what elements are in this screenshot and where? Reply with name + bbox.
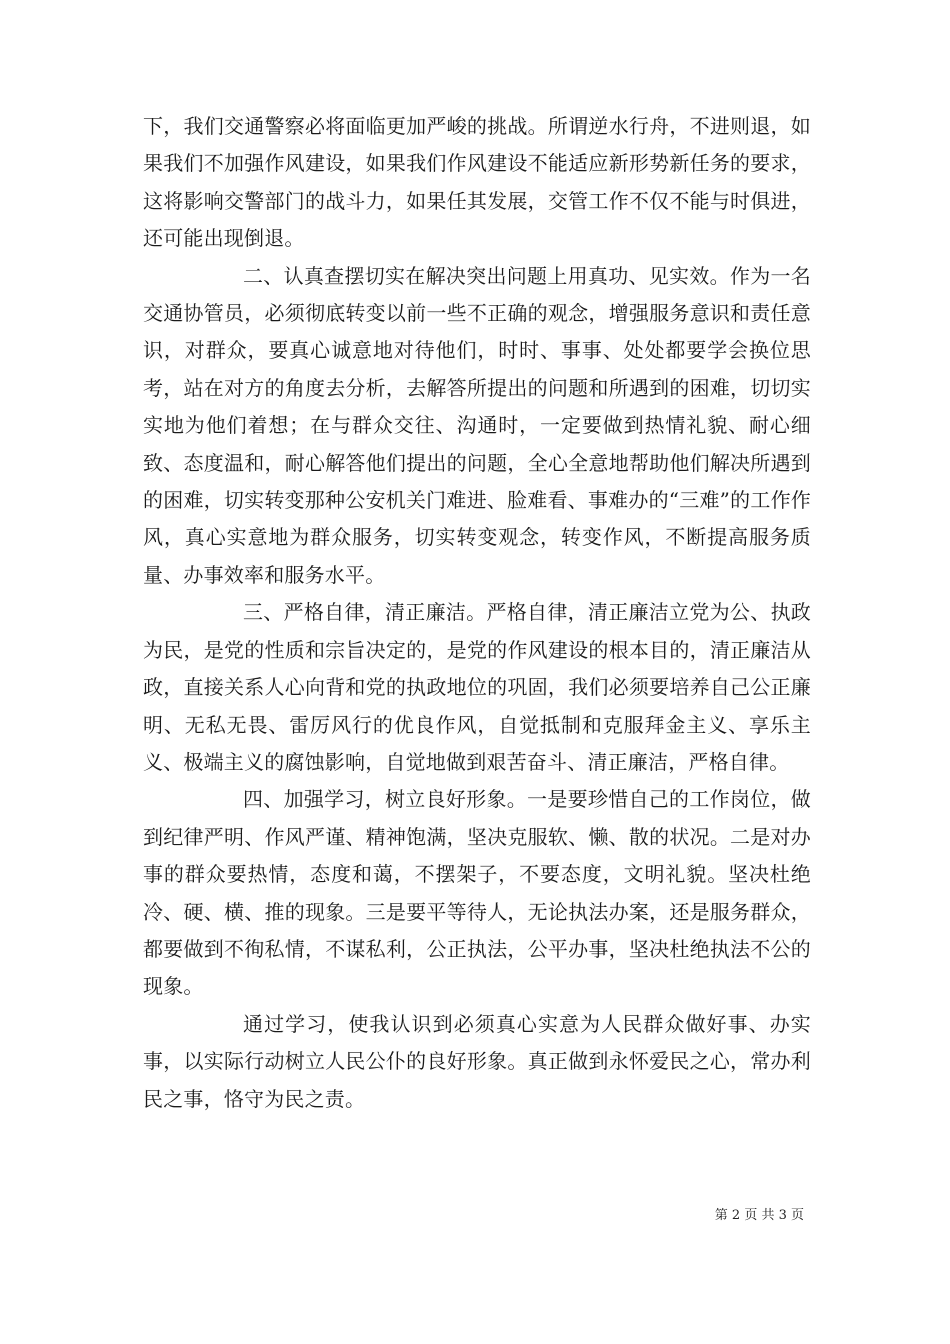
paragraph-section-two: 二、认真查摆切实在解决突出问题上用真功、见实效。作为一名交通协管员，必须彻底转变以前一些不正确的观念，增强服务意识和责任意识，对群众，要真心诚意地对待他们，时时、事事、处处都要学会换位思考，站在对方的角度去分析，去解答所提出的问题和所遇到的困难，切切实实地为他们着想；在与群众交往、沟通时，一定要做到热情礼貌、耐心细致、态度温和，耐心解答他们提出的问题，全心全意地帮助他们解决所遇到的困难，切实转变那种公安机关门难进、脸难看、事难办的“三难”的工作作风，真心实意地为群众服务，切实转变观念，转变作风，不断提高服务质量、办事效率和服务水平。 — [143, 263, 811, 587]
paragraph-continued: 下，我们交通警察必将面临更加严峻的挑战。所谓逆水行舟，不进则退，如果我们不加强作风建设，如果我们作风建设不能适应新形势新任务的要求，这将影响交警部门的战斗力，如果任其发展，交管工作不仅不能与时俱进，还可能出现倒退。 — [143, 114, 811, 251]
paragraph-conclusion: 通过学习，使我认识到必须真心实意为人民群众做好事、办实事，以实际行动树立人民公仆的良好形象。真正做到永怀爱民之心，常办利民之事，恪守为民之责。 — [143, 1011, 811, 1111]
paragraph-section-four: 四、加强学习，树立良好形象。一是要珍惜自己的工作岗位，做到纪律严明、作风严谨、精神饱满，坚决克服软、懒、散的状况。二是对办事的群众要热情，态度和蔼，不摆架子，不要态度，文明礼貌。坚决杜绝冷、硬、横、推的现象。三是要平等待人，无论执法办案，还是服务群众，都要做到不徇私情，不谋私利，公正执法，公平办事，坚决杜绝执法不公的现象。 — [143, 787, 811, 999]
page-number-footer: 第 2 页 共 3 页 — [714, 1208, 804, 1223]
document-body — [143, 108, 811, 1118]
paragraph-section-three: 三、严格自律，清正廉洁。严格自律，清正廉洁立党为公、执政为民，是党的性质和宗旨决定的，是党的作风建设的根本目的，清正廉洁从政，直接关系人心向背和党的执政地位的巩固，我们必须要培养自己公正廉明、无私无畏、雷厉风行的优良作风，自觉抵制和克服拜金主义、享乐主义、极端主义的腐蚀影响，自觉地做到艰苦奋斗、清正廉洁，严格自律。 — [143, 600, 811, 774]
